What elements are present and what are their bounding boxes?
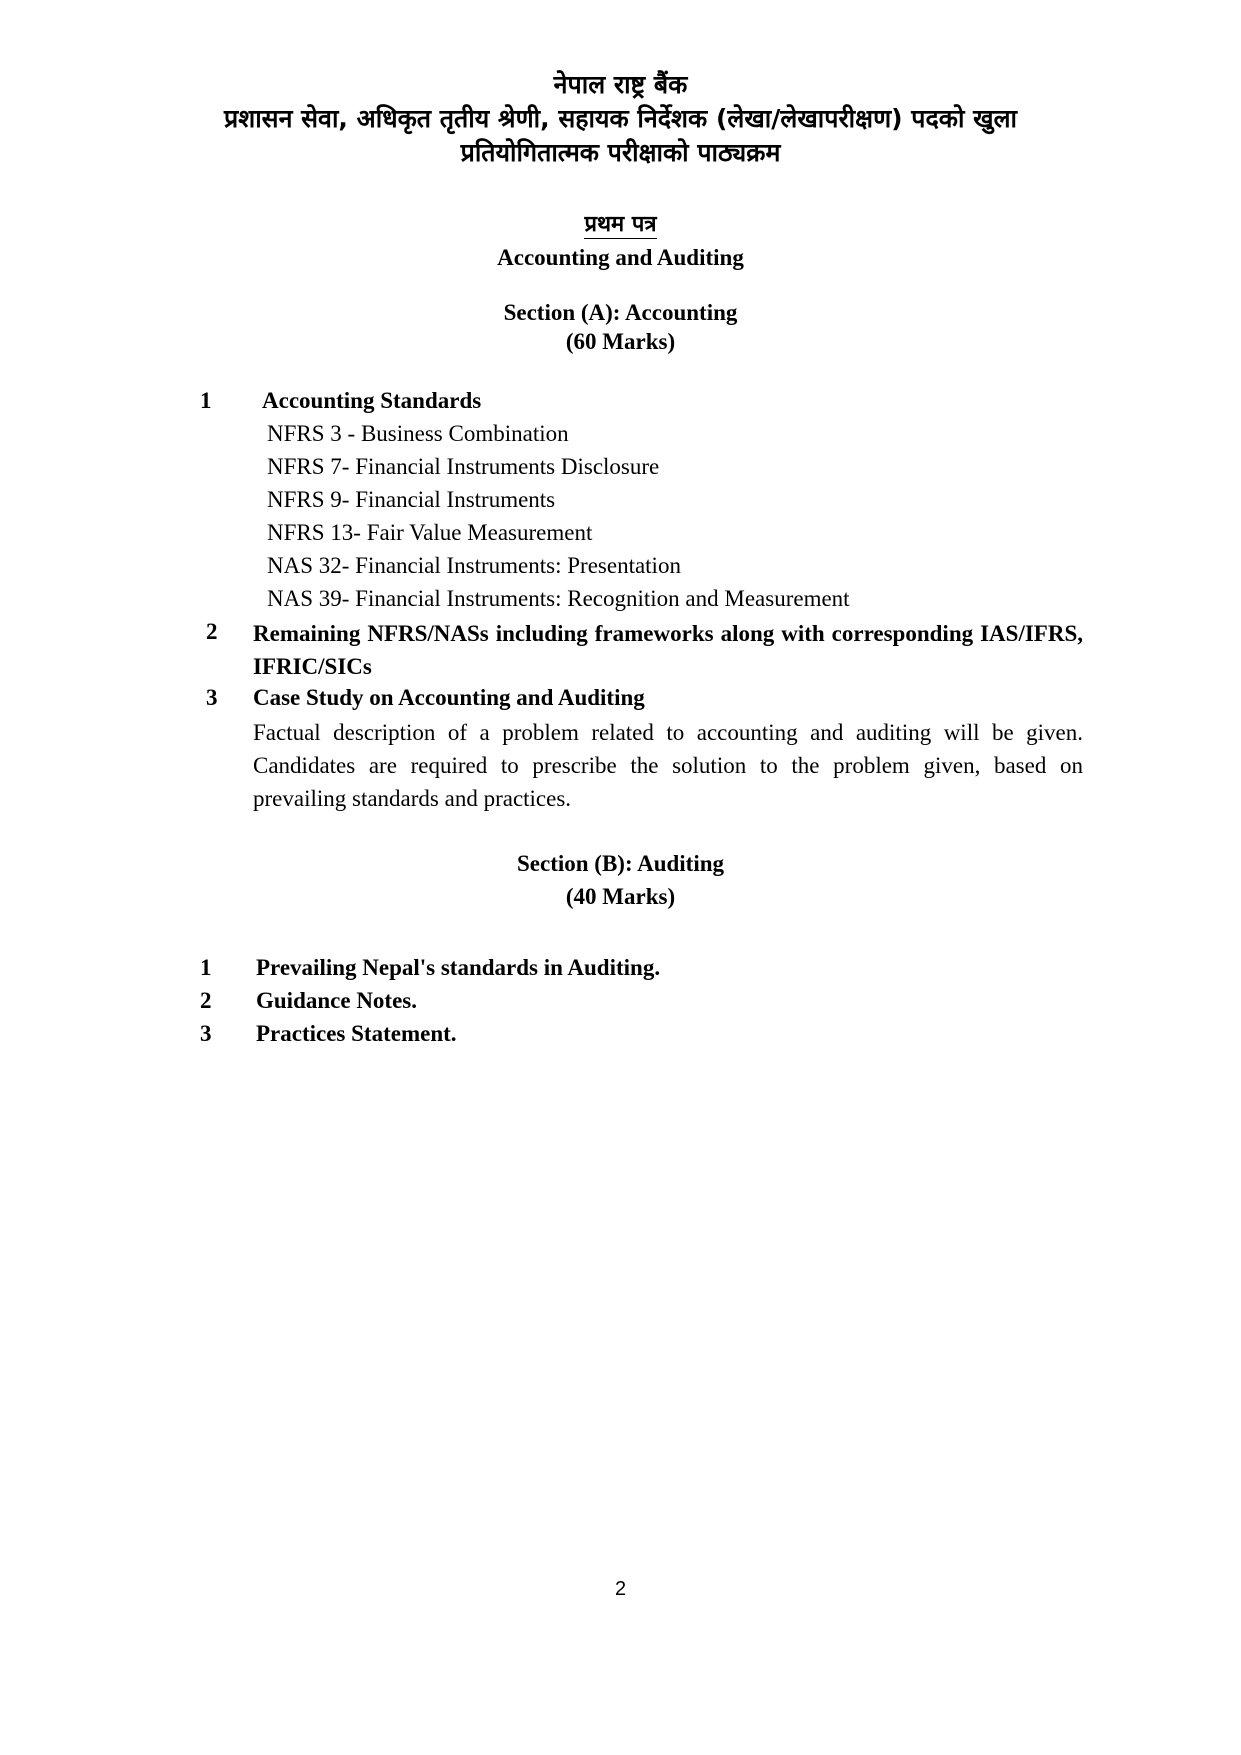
list-item: NAS 39- Financial Instruments: Recognition and Measurement [267, 586, 850, 611]
item-number: 1 [200, 955, 212, 980]
item-number: 3 [200, 1021, 212, 1046]
section-b-title: Section (B): Auditing [516, 851, 725, 876]
item-title: Remaining NFRS/NASs including frameworks along with corresponding IAS/IFRS, IFRIC/SICs [253, 621, 1083, 679]
item-number: 1 [200, 388, 212, 413]
list-item: NAS 32- Financial Instruments: Presentation [267, 553, 681, 578]
item-title: Accounting Standards [262, 388, 482, 413]
item-title: Case Study on Accounting and Auditing [253, 685, 645, 710]
item-title: Prevailing Nepal's standards in Auditing. [256, 955, 661, 980]
section-a-title: Section (A): Accounting [503, 300, 738, 325]
section-b-marks: (40 Marks) [565, 884, 676, 909]
list-item: NFRS 7- Financial Instruments Disclosure [267, 454, 660, 479]
page-number: 2 [614, 1578, 627, 1600]
section-a-marks: (60 Marks) [565, 329, 676, 354]
list-item: NFRS 13- Fair Value Measurement [267, 520, 593, 545]
paper-subject: Accounting and Auditing [497, 245, 744, 270]
item-number: 2 [206, 619, 218, 644]
list-item: NFRS 3 - Business Combination [267, 421, 569, 446]
document-header [0, 68, 1241, 170]
item-title: Guidance Notes. [256, 988, 417, 1013]
item-number: 2 [200, 988, 212, 1013]
item-number: 3 [206, 685, 218, 710]
header-line-1: नेपाल राष्ट्र बैंक [553, 70, 688, 99]
paper-number [0, 208, 1241, 238]
header-line-2: प्रशासन सेवा, अधिकृत तृतीय श्रेणी, सहायक निर्देशक (लेखा/लेखापरीक्षण) पदको खुला [223, 104, 1018, 133]
list-item: NFRS 9- Financial Instruments [267, 487, 556, 512]
item-title: Practices Statement. [256, 1021, 457, 1046]
paper-number-text: प्रथम पत्र [584, 212, 657, 237]
item-description: Factual description of a problem related to accounting and auditing will be given. Candidates are required to prescribe the solution to the problem given, based on prevailing standards and practices. [253, 720, 1083, 811]
header-line-3: प्रतियोगितात्मक परीक्षाको पाठ्यक्रम [460, 138, 781, 167]
